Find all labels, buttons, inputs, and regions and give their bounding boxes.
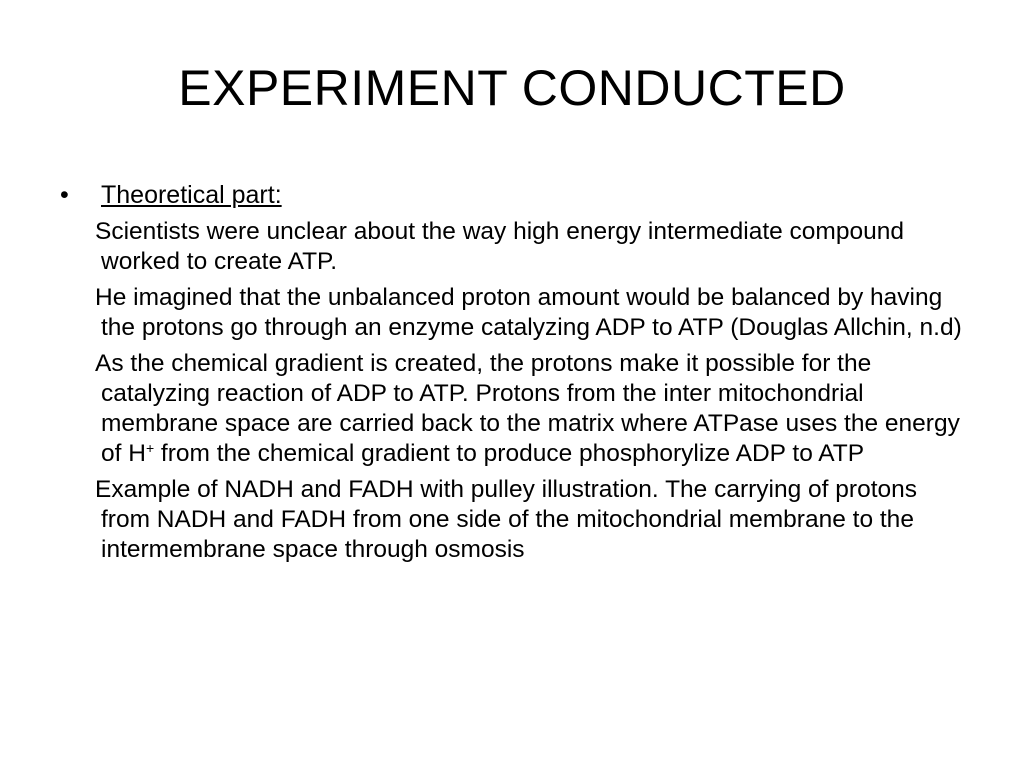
bullet-icon: • <box>60 181 69 209</box>
h-plus-superscript: + <box>145 440 155 456</box>
paragraph-3-text-before: As the chemical gradient is created, the protons make it possible for the catalyzing reaction of ADP to ATP. Protons from the inter mitochondrial membrane space are carried back to the matrix where ATPase uses the energy of H <box>95 350 960 467</box>
slide-title: EXPERIMENT CONDUCTED <box>178 60 846 116</box>
paragraph-4: Example of NADH and FADH with pulley illustration. The carrying of protons from NADH and FADH from one side of the mitochondrial membrane to the intermembrane space through osmosis <box>95 476 918 563</box>
bullet-item-theoretical-part <box>60 180 970 211</box>
paragraph-3 <box>60 349 970 469</box>
paragraph-1: Scientists were unclear about the way high energy intermediate compound worked to create ATP. <box>95 218 904 275</box>
paragraph-3-text-after: from the chemical gradient to produce phosphorylize ADP to ATP <box>154 440 865 467</box>
section-heading: Theoretical part: <box>101 181 282 209</box>
slide-content <box>60 180 970 571</box>
paragraph-2: He imagined that the unbalanced proton amount would be balanced by having the protons go through an enzyme catalyzing ADP to ATP (Douglas Allchin, n.d) <box>95 284 962 341</box>
